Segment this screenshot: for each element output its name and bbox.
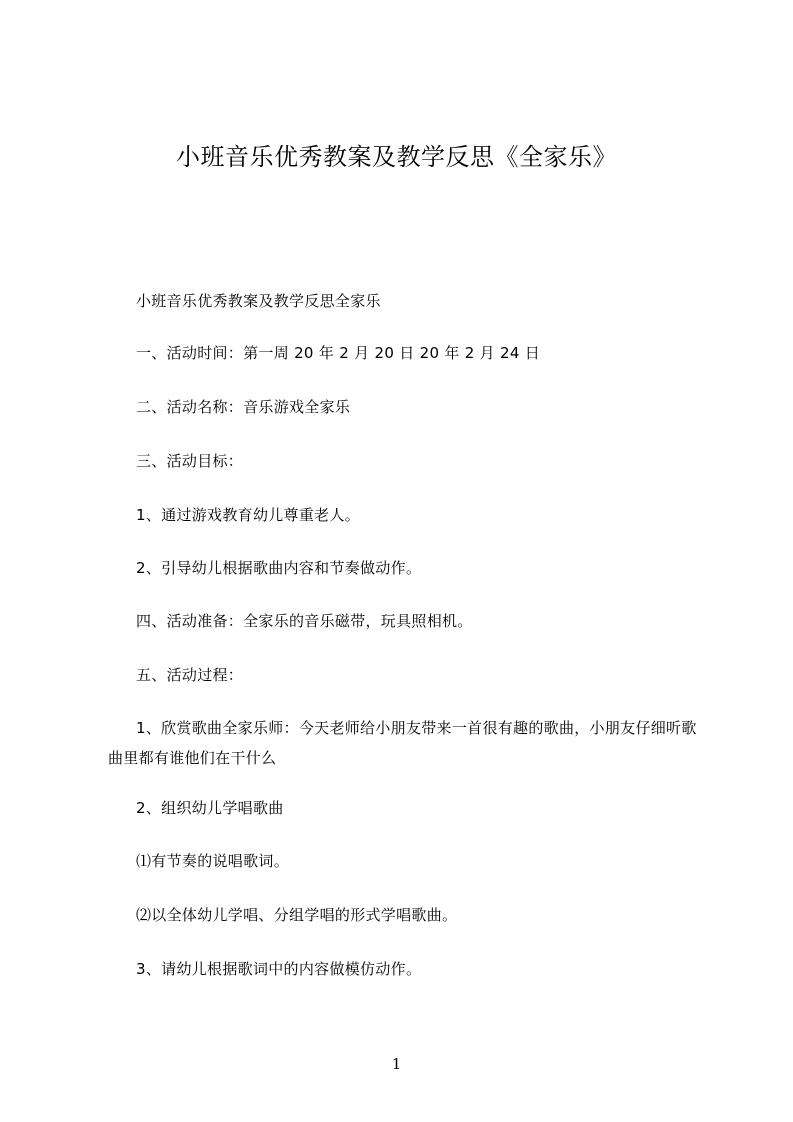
paragraph-step-3: 3、请幼儿根据歌词中的内容做模仿动作。 <box>136 960 422 978</box>
paragraph-step-2-sub-2: ⑵以全体幼儿学唱、分组学唱的形式学唱歌曲。 <box>136 906 458 924</box>
paragraph-step-1: 1、欣赏歌曲全家乐师：今天老师给小朋友带来一首很有趣的歌曲，小朋友仔细听歌曲里都有谁他们在干什么 <box>108 719 697 767</box>
paragraph-activity-name: 二、活动名称：音乐游戏全家乐 <box>136 398 351 416</box>
page-number: 1 <box>391 1055 402 1073</box>
paragraph-subtitle: 小班音乐优秀教案及教学反思全家乐 <box>136 292 381 310</box>
paragraph-step-2-sub-1: ⑴有节奏的说唱歌词。 <box>136 852 290 870</box>
paragraph-goal-1: 1、通过游戏教育幼儿尊重老人。 <box>136 506 361 524</box>
paragraph-activity-time: 一、活动时间：第一周 20 年 2 月 20 日 20 年 2 月 24 日 <box>136 344 541 362</box>
document-title: 小班音乐优秀教案及教学反思《全家乐》 <box>176 143 617 171</box>
paragraph-goal-2: 2、引导幼儿根据歌曲内容和节奏做动作。 <box>136 559 422 577</box>
paragraph-activity-goals: 三、活动目标： <box>136 452 244 470</box>
paragraph-activity-process: 五、活动过程： <box>136 666 244 684</box>
paragraph-activity-preparation: 四、活动准备：全家乐的音乐磁带，玩具照相机。 <box>136 612 473 630</box>
paragraph-step-2: 2、组织幼儿学唱歌曲 <box>136 799 284 817</box>
